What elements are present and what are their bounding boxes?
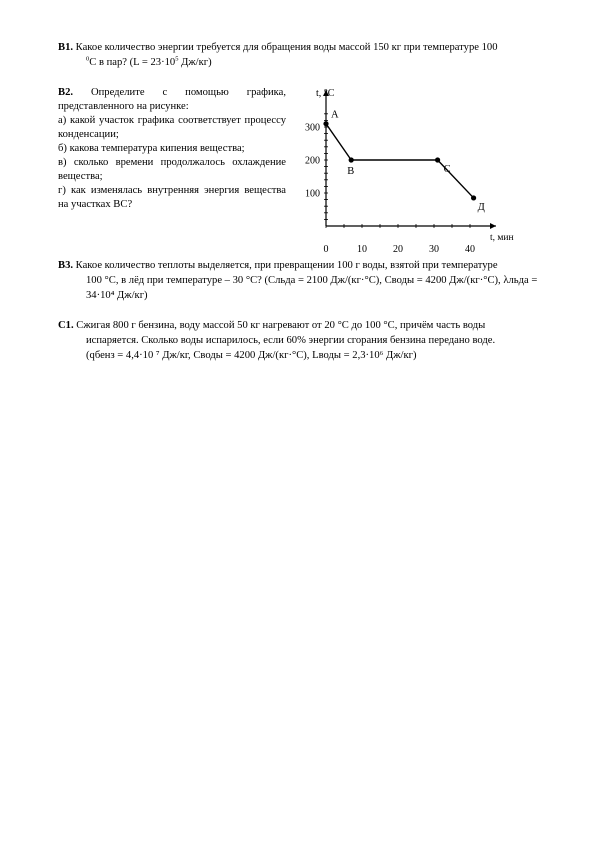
graph-segment	[326, 124, 351, 160]
task-b3-line3: 34·10⁴ Дж/кг)	[86, 290, 148, 301]
task-b3-line1	[58, 258, 568, 273]
graph-point-label: C	[443, 164, 451, 175]
x-tick-label: 10	[357, 244, 367, 255]
graph-lines	[326, 124, 474, 198]
exp-sup: 5	[175, 55, 179, 63]
temperature-time-graph	[290, 82, 530, 262]
graph-point-label: B	[347, 166, 355, 177]
task-b2-item-b: б) какова температура кипения вещества;	[58, 143, 245, 154]
task-b1-line2	[58, 55, 568, 70]
task-b2	[58, 86, 286, 212]
graph-points	[323, 110, 484, 213]
task-c1	[58, 318, 568, 363]
x-tick-label: 20	[393, 244, 403, 255]
task-c1-line3: (qбенз = 4,4·10 ⁷ Дж/кг, Своды = 4200 Дж/(кг·°С), Lводы = 2,3·10⁶ Дж/кг)	[86, 350, 417, 361]
y-tick-label: 100	[305, 188, 320, 200]
task-b1-text3: Дж/кг)	[178, 57, 212, 68]
x-tick-label: 40	[465, 244, 475, 255]
task-b2-item-c: в) сколько времени продолжалось охлаждение вещества;	[58, 157, 286, 182]
task-b2-intro-line	[58, 86, 286, 114]
graph-point-label: A	[331, 109, 339, 121]
task-c1-line2: испаряется. Сколько воды испарилось, если 60% энергии сгорания бензина передано воде.	[86, 335, 496, 346]
task-b3-line2: 100 °С, в лёд при температуре – 30 °С? (Сльда = 2100 Дж/(кг·°С), Своды = 4200 Дж/(кг·°С), λльда =	[86, 275, 538, 286]
x-axis-arrow	[490, 223, 496, 229]
task-b1-line1	[58, 40, 568, 55]
task-b1-text2: С в пар? (L = 23·10	[89, 57, 176, 68]
task-c1-text1: Сжигая 800 г бензина, воду массой 50 кг нагревают от 20 °С до 100 °С, причём часть воды	[76, 320, 486, 331]
x-tick-label: 0	[323, 244, 329, 255]
task-b3-label: B3.	[58, 260, 74, 271]
graph-point-d	[471, 195, 476, 200]
task-b3-text1: Какое количество теплоты выделяется, при превращении 100 г воды, взятой при температуре	[75, 260, 498, 271]
task-b1	[58, 40, 568, 70]
graph-point-label: Д	[477, 201, 485, 213]
graph-point-c	[435, 157, 440, 162]
graph-point-a	[323, 121, 328, 126]
graph-point-b	[349, 157, 354, 162]
task-b3	[58, 258, 568, 303]
x-tick-label: 30	[429, 244, 439, 255]
task-b2-item-d: г) как изменялась внутренняя энергия вещества на участках ВС?	[58, 185, 286, 210]
task-b2-label: B2.	[58, 87, 74, 98]
task-c1-line1	[58, 318, 568, 333]
task-b2-intro: Определите с помощью графика, представленного на рисунке:	[58, 87, 286, 112]
task-c1-label: С1.	[58, 320, 74, 331]
task-b1-text: Какое количество энергии требуется для обращения воды массой 150 кг при температуре 100	[75, 42, 498, 53]
x-axis-label: t, мин	[490, 233, 514, 243]
task-b1-label: B1.	[58, 42, 74, 53]
y-axis-label: t, °C	[316, 88, 335, 99]
task-b2-item-a: а) какой участок графика соответствует процессу конденсации;	[58, 115, 286, 140]
y-tick-label: 300	[305, 122, 320, 134]
y-tick-label: 200	[305, 155, 320, 167]
degree-sup: 0	[86, 55, 90, 63]
